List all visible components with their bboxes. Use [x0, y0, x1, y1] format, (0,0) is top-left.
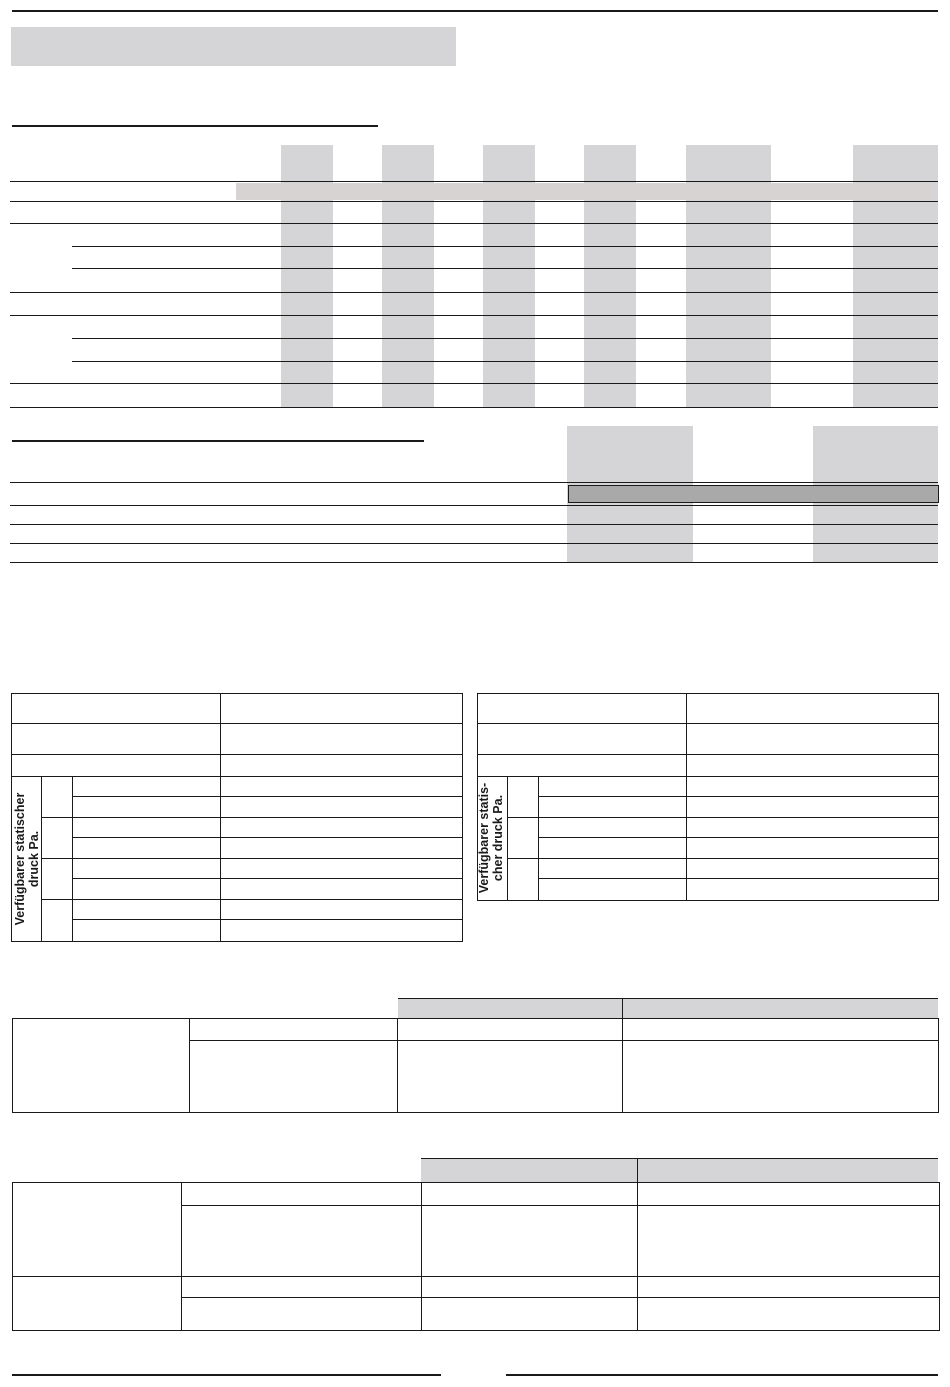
pressure-table-left-rule — [72, 796, 462, 797]
pressure-table-right-rule — [538, 796, 938, 797]
pressure-table-right-divider — [686, 694, 687, 900]
table-4-rule — [190, 1040, 938, 1041]
pressure-table-left-rule — [41, 858, 462, 859]
pressure-table-right-rule — [507, 858, 938, 859]
table-4-header-cell-2 — [623, 998, 938, 1018]
document-title-box — [11, 27, 456, 66]
spec-table-1-subrule — [72, 338, 938, 339]
pressure-table-left-divider — [220, 694, 221, 941]
pressure-table-left-rule — [12, 754, 462, 755]
pressure-table-left-rule — [41, 899, 462, 900]
table-5-header-top — [421, 1158, 938, 1159]
spec-table-2-highlight-bar — [568, 485, 939, 503]
spec-table-1-subrule — [72, 268, 938, 269]
pressure-table-right-rule — [538, 878, 938, 879]
table-4-header-top — [398, 998, 938, 999]
pressure-table-left-divider — [72, 777, 73, 941]
pressure-table-right-divider — [538, 777, 539, 900]
spec-table-1-rule — [10, 383, 938, 384]
side-label-line-2: druck Pa. — [27, 830, 41, 888]
pressure-table-right-rule — [478, 723, 938, 724]
side-label-line-1: Verfügbarer statischer — [13, 792, 27, 926]
pressure-table-left-rule — [41, 817, 462, 818]
spec-table-1-rule — [10, 201, 938, 202]
side-label-line-1: Verfügbarer statis- — [477, 782, 491, 894]
table-5-rule — [182, 1205, 939, 1206]
spec-table-1-subrule — [72, 361, 938, 362]
pressure-table-left-rule — [72, 878, 462, 879]
pressure-table-right-frame — [477, 693, 939, 901]
table-4-header-divider — [622, 998, 623, 1018]
pressure-table-left-side-label — [13, 779, 43, 939]
table-5-header-cell-1 — [421, 1158, 637, 1182]
pressure-table-left-rule — [72, 837, 462, 838]
table-4-frame — [12, 1018, 939, 1113]
pressure-table-right-side-label — [477, 773, 507, 903]
table-5-header-divider — [637, 1158, 638, 1182]
table-5-header-cell-2 — [638, 1158, 938, 1182]
spec-table-1-rule — [10, 315, 938, 316]
page-top-rule — [12, 10, 938, 12]
pressure-table-right-rule — [538, 837, 938, 838]
spec-table-2-rule — [10, 482, 938, 483]
spec-table-1-rule — [10, 181, 938, 182]
pressure-table-left-rule — [12, 776, 462, 777]
pressure-table-right-rule — [478, 754, 938, 755]
spec-table-2-rule — [10, 524, 938, 525]
pressure-table-right-divider — [507, 777, 508, 900]
spec-table-1-band — [236, 183, 932, 200]
table-4-divider — [397, 1019, 398, 1112]
spec-table-2-rule — [10, 505, 938, 506]
pressure-table-right-rule — [507, 817, 938, 818]
table-4-divider — [622, 1019, 623, 1112]
table-4-header-cell-1 — [398, 998, 622, 1018]
spec-table-1-subrule — [72, 246, 938, 247]
table-4-divider — [189, 1019, 190, 1112]
pressure-table-left-rule — [12, 723, 462, 724]
pressure-table-left-rule — [72, 919, 462, 920]
spec-table-2-rule — [10, 562, 938, 563]
spec-table-1-rule — [10, 223, 938, 224]
spec-table-1-rule — [10, 407, 938, 408]
pressure-table-right-rule — [478, 776, 938, 777]
section-1-heading-underline — [12, 125, 378, 127]
spec-table-1-rule — [10, 292, 938, 293]
spec-table-2-rule — [10, 543, 938, 544]
footer-rule-right — [506, 1374, 938, 1376]
section-2-heading-underline — [12, 440, 424, 442]
footer-rule-left — [12, 1374, 441, 1376]
side-label-line-2: cher druck Pa. — [491, 794, 505, 882]
table-5-rule — [13, 1276, 939, 1277]
table-5-rule — [182, 1297, 939, 1298]
